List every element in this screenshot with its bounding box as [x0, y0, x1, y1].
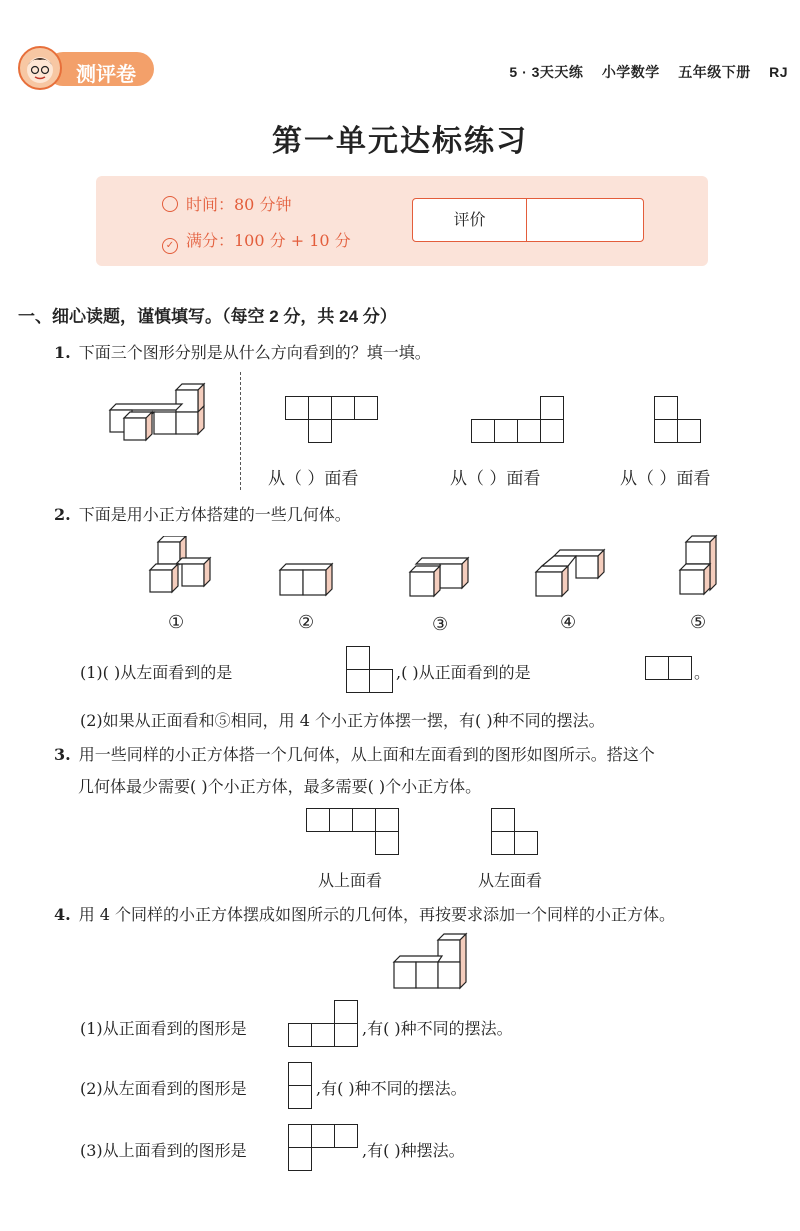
mascot-icon	[18, 46, 62, 90]
answer-blank[interactable]: 从（ ）面看	[620, 469, 711, 489]
q4-part-1-text-b[interactable]: ,有( )种不同的摆法。	[362, 1019, 513, 1038]
section-heading: 一、细心读题，谨慎填写。（每空 2 分，共 24 分）	[18, 307, 397, 326]
solid-1	[146, 536, 216, 602]
badge-label: 测评卷	[76, 64, 136, 86]
series-name: 5 · 3天天练	[509, 64, 584, 80]
subject-name: 小学数学	[601, 64, 660, 80]
q4-part-3-text-a: (3)从上面看到的图形是	[80, 1141, 247, 1160]
question-4	[54, 902, 675, 925]
q4-part-3-text-b[interactable]: ,有( )种摆法。	[362, 1141, 465, 1160]
solid-label: ①	[168, 612, 185, 633]
question-text: 用 4 个同样的小正方体摆成如图所示的几何体，再按要求添加一个同样的小正方体。	[78, 905, 676, 924]
q4-part-1-text-a: (1)从正面看到的图形是	[80, 1019, 247, 1038]
page-title: 第一单元达标练习	[272, 125, 528, 158]
question-number: 3.	[54, 745, 71, 764]
q2-part-1-text-a[interactable]: (1)( )从左面看到的是	[80, 663, 233, 682]
q1-solid-figure	[104, 378, 216, 442]
book-info	[495, 62, 788, 82]
solid-2	[278, 562, 338, 602]
question-number: 1.	[54, 343, 71, 362]
answer-blank[interactable]: 从（ ）面看	[450, 469, 541, 489]
divider-line	[240, 372, 241, 490]
solid-5	[676, 534, 722, 602]
answer-blank[interactable]: 从（ ）面看	[268, 469, 359, 489]
solid-3	[406, 556, 472, 602]
edition-name: RJ	[769, 64, 788, 80]
question-text: 用一些同样的小正方体搭一个几何体，从上面和左面看到的图形如图所示。搭这个	[78, 745, 655, 764]
score-label: 满分：100 分 + 10 分	[186, 231, 351, 250]
evaluation-box[interactable]	[412, 198, 644, 242]
solid-label: ④	[560, 612, 577, 633]
view-caption: 从左面看	[478, 871, 543, 890]
grade-name: 五年级下册	[678, 64, 751, 80]
solid-label: ③	[432, 614, 449, 635]
question-2	[54, 502, 351, 525]
question-text: 下面三个图形分别是从什么方向看到的？填一填。	[78, 343, 431, 362]
q4-solid-figure	[392, 932, 470, 990]
time-row	[162, 192, 291, 215]
question-3	[54, 742, 655, 765]
score-row	[162, 228, 351, 254]
test-badge	[18, 46, 156, 90]
q2-part-2[interactable]: (2)如果从正面看和⑤相同，用 4 个小正方体摆一摆，有( )种不同的摆法。	[80, 711, 605, 730]
solid-label: ⑤	[690, 612, 707, 633]
clock-icon	[162, 196, 178, 212]
question-number: 4.	[54, 905, 71, 924]
question-3-line-2[interactable]: 几何体最少需要( )个小正方体，最多需要( )个小正方体。	[78, 777, 482, 796]
solid-4	[532, 548, 608, 602]
view-caption: 从上面看	[318, 871, 383, 890]
q4-part-2-text-b[interactable]: ,有( )种不同的摆法。	[316, 1079, 467, 1098]
check-icon: ✓	[162, 238, 178, 254]
q2-part-1-end: 。	[694, 663, 711, 682]
question-1	[54, 340, 431, 363]
question-number: 2.	[54, 505, 71, 524]
evaluation-label: 评价	[413, 199, 527, 241]
time-label: 时间：80 分钟	[186, 195, 292, 214]
q4-part-2-text-a: (2)从左面看到的图形是	[80, 1079, 247, 1098]
solid-label: ②	[298, 612, 315, 633]
q2-part-1-text-b[interactable]: ,( )从正面看到的是	[396, 663, 531, 682]
question-text: 下面是用小正方体搭建的一些几何体。	[78, 505, 351, 524]
